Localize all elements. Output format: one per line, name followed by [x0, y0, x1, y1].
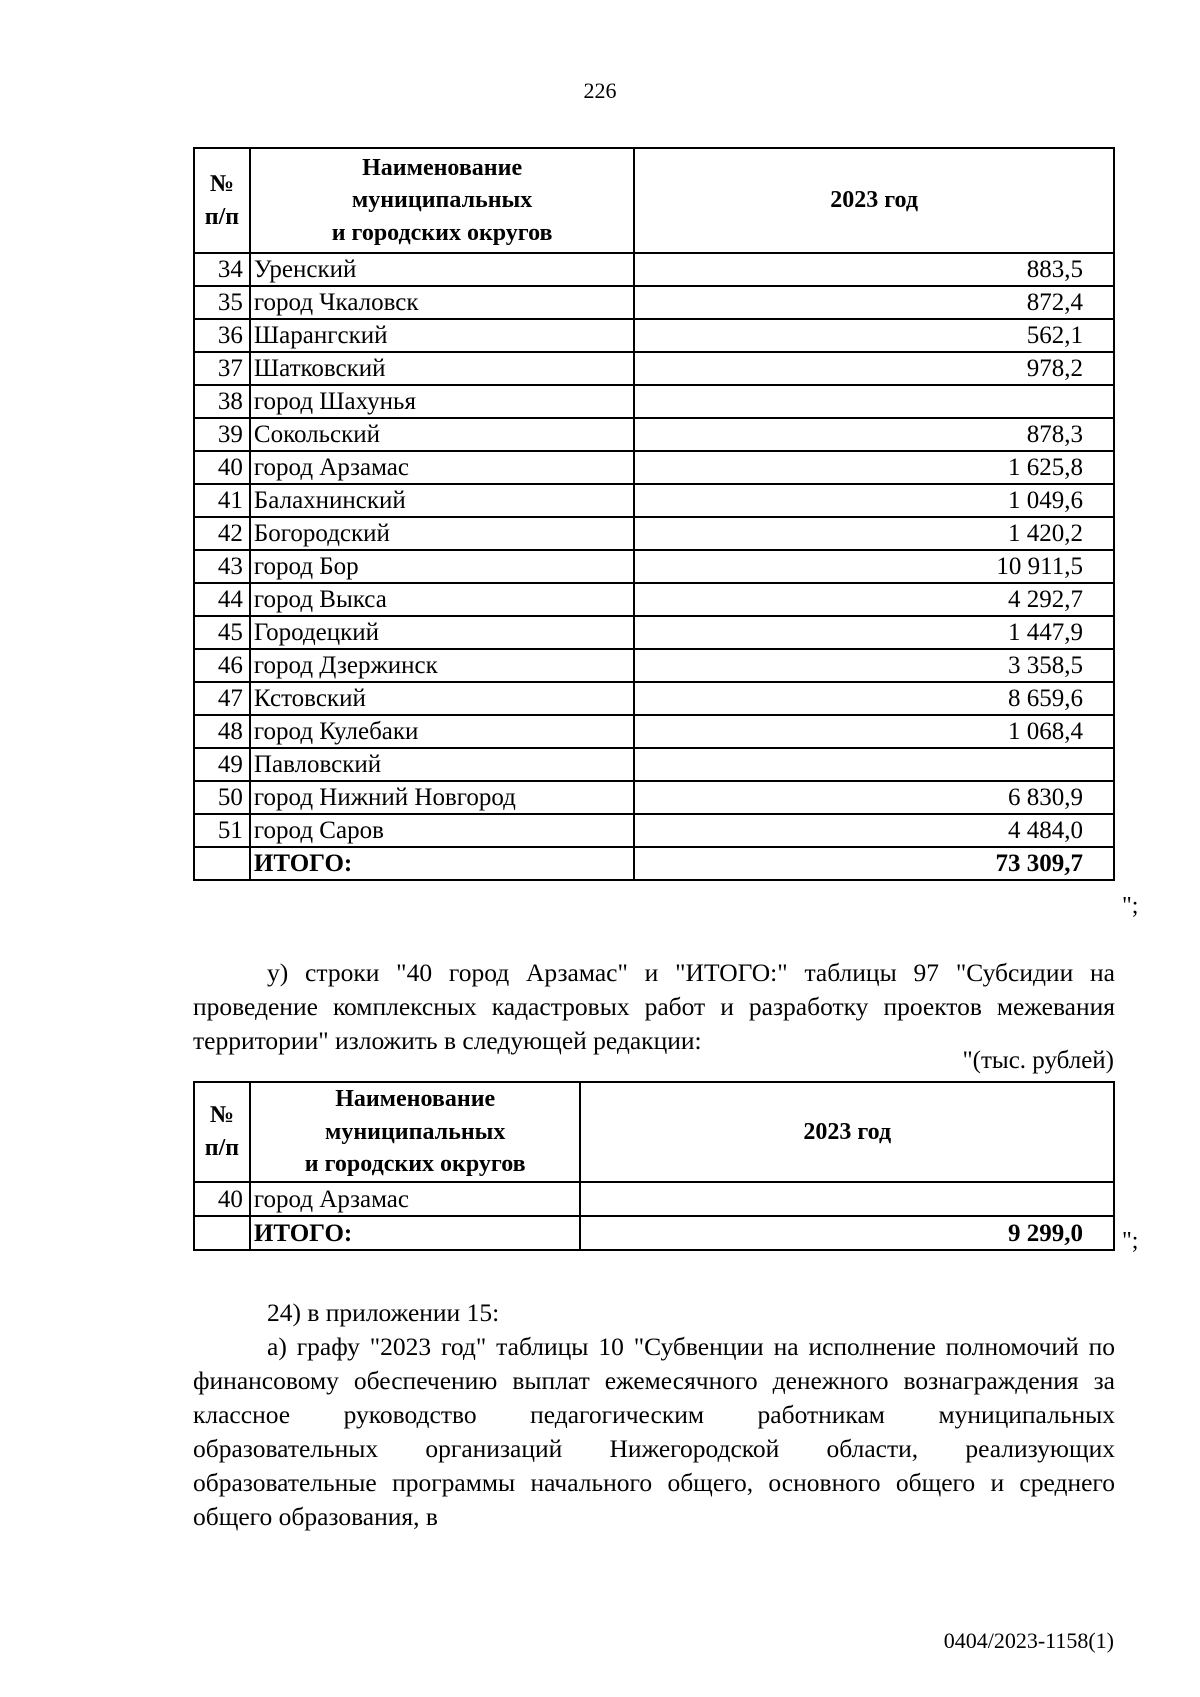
- row-number: 39: [194, 418, 250, 451]
- row-number: 37: [194, 352, 250, 385]
- row-number: 42: [194, 517, 250, 550]
- row-number: 40: [194, 451, 250, 484]
- value-2023: 1 420,2: [634, 517, 1114, 550]
- municipality-name: Уренский: [250, 253, 634, 286]
- page-number: 226: [583, 78, 617, 103]
- municipality-name: город Шахунья: [250, 385, 634, 418]
- municipality-name: Сокольский: [250, 418, 634, 451]
- table-row: [194, 682, 1114, 715]
- municipality-name: город Кулебаки: [250, 715, 634, 748]
- header-name: Наименование муниципальных и городских округов: [250, 148, 634, 253]
- value-2023: 10 911,5: [634, 550, 1114, 583]
- paragraph-u: у) строки "40 город Арзамас" и "ИТОГО:" таблицы 97 "Субсидии на проведение комплексных кадастровых работ и разработку проектов межевания территории" изложить в следующей редакции:: [193, 958, 1115, 1055]
- table-row: [194, 715, 1114, 748]
- table-row: [194, 1182, 1114, 1216]
- value-2023: 1 068,4: [634, 715, 1114, 748]
- row-number: 34: [194, 253, 250, 286]
- unit-note: "(тыс. рублей): [962, 1047, 1114, 1074]
- total-value: 9 299,0: [580, 1216, 1114, 1250]
- value-2023: 1 049,6: [634, 484, 1114, 517]
- table-row: [194, 484, 1114, 517]
- table-body: [194, 1182, 1114, 1250]
- table-row: [194, 814, 1114, 847]
- paragraph-a: а) графу "2023 год" таблицы 10 "Субвенции на исполнение полномочий по финансовому обеспечению выплат ежемесячного денежного вознаграждения за классное руководство педагогическим работникам муниципальных образовательных организаций Нижегородской области, реализующих образовательные программы начального общего, основного общего и среднего общего образования, в: [193, 1332, 1115, 1531]
- row-number: 48: [194, 715, 250, 748]
- table-row: [194, 385, 1114, 418]
- row-number: 35: [194, 286, 250, 319]
- table-row: [194, 352, 1114, 385]
- total-row: [194, 1216, 1114, 1250]
- row-number: 40: [194, 1182, 250, 1216]
- header-num: № п/п: [194, 148, 250, 253]
- municipality-name: город Арзамас: [250, 451, 634, 484]
- total-num-cell: [194, 1216, 250, 1250]
- header-num: № п/п: [194, 1082, 250, 1182]
- document-code: 0404/2023-1158(1): [943, 1628, 1114, 1653]
- table-row: [194, 550, 1114, 583]
- municipality-name: город Бор: [250, 550, 634, 583]
- table-row: [194, 418, 1114, 451]
- value-2023: 3 358,5: [634, 649, 1114, 682]
- value-2023: 878,3: [634, 418, 1114, 451]
- table-row: [194, 517, 1114, 550]
- table-row: [194, 748, 1114, 781]
- header-year: 2023 год: [580, 1082, 1114, 1182]
- table-row: [194, 583, 1114, 616]
- row-number: 46: [194, 649, 250, 682]
- total-value: 73 309,7: [634, 847, 1114, 880]
- value-2023: [634, 385, 1114, 418]
- paragraph-24: 24) в приложении 15:: [267, 1298, 500, 1327]
- table-row: [194, 451, 1114, 484]
- municipality-name: город Выкса: [250, 583, 634, 616]
- value-2023: 4 484,0: [634, 814, 1114, 847]
- table-body: [194, 253, 1114, 880]
- table-row: [194, 616, 1114, 649]
- municipality-name: город Саров: [250, 814, 634, 847]
- table-row: [194, 319, 1114, 352]
- municipality-name: Павловский: [250, 748, 634, 781]
- municipal-table-1: [193, 147, 1115, 881]
- header-year: 2023 год: [634, 148, 1114, 253]
- value-2023: [580, 1182, 1114, 1216]
- value-2023: 883,5: [634, 253, 1114, 286]
- value-2023: 872,4: [634, 286, 1114, 319]
- municipality-name: Шарангский: [250, 319, 634, 352]
- total-row: [194, 847, 1114, 880]
- value-2023: [634, 748, 1114, 781]
- table-row: [194, 253, 1114, 286]
- municipality-name: Богородский: [250, 517, 634, 550]
- value-2023: 8 659,6: [634, 682, 1114, 715]
- municipality-name: город Чкаловск: [250, 286, 634, 319]
- value-2023: 6 830,9: [634, 781, 1114, 814]
- table-row: [194, 286, 1114, 319]
- row-number: 38: [194, 385, 250, 418]
- municipality-name: Городецкий: [250, 616, 634, 649]
- value-2023: 562,1: [634, 319, 1114, 352]
- table1-closing-quote: ";: [1122, 893, 1139, 919]
- row-number: 49: [194, 748, 250, 781]
- row-number: 44: [194, 583, 250, 616]
- table-row: [194, 649, 1114, 682]
- municipality-name: Шатковский: [250, 352, 634, 385]
- value-2023: 978,2: [634, 352, 1114, 385]
- row-number: 45: [194, 616, 250, 649]
- row-number: 47: [194, 682, 250, 715]
- total-label: ИТОГО:: [250, 847, 634, 880]
- municipality-name: город Нижний Новгород: [250, 781, 634, 814]
- value-2023: 1 625,8: [634, 451, 1114, 484]
- table-row: [194, 781, 1114, 814]
- row-number: 51: [194, 814, 250, 847]
- row-number: 43: [194, 550, 250, 583]
- row-number: 41: [194, 484, 250, 517]
- municipality-name: город Арзамас: [250, 1182, 581, 1216]
- value-2023: 4 292,7: [634, 583, 1114, 616]
- total-label: ИТОГО:: [250, 1216, 581, 1250]
- value-2023: 1 447,9: [634, 616, 1114, 649]
- table2-closing-quote: ";: [1122, 1228, 1139, 1254]
- header-name: Наименование муниципальных и городских округов: [250, 1082, 581, 1182]
- municipality-name: Балахнинский: [250, 484, 634, 517]
- municipality-name: Кстовский: [250, 682, 634, 715]
- row-number: 50: [194, 781, 250, 814]
- total-num-cell: [194, 847, 250, 880]
- municipality-name: город Дзержинск: [250, 649, 634, 682]
- row-number: 36: [194, 319, 250, 352]
- municipal-table-2: [193, 1081, 1115, 1251]
